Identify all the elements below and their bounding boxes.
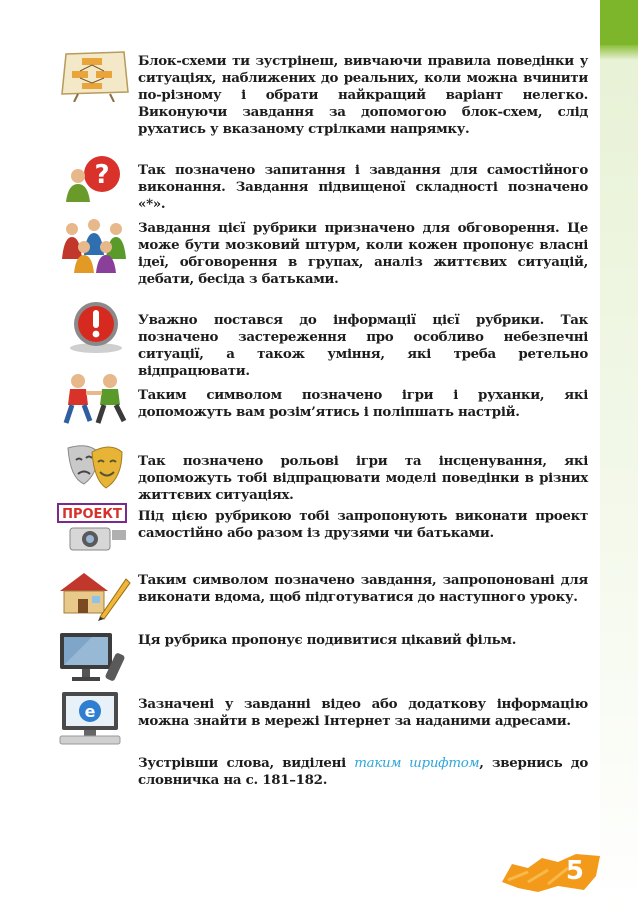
page-edge-bar-top: [600, 0, 638, 45]
page-number-badge: [498, 852, 604, 894]
glossary-before: Зустрівши слова, виділені: [138, 755, 355, 771]
discussion-group-icon: [56, 218, 132, 272]
rubric-item-project: [56, 500, 596, 560]
rubric-item-games: [56, 372, 596, 432]
page-number: 5: [565, 856, 584, 886]
rubric-item-discussion: [56, 216, 596, 286]
rubric-text: Таким символом позначено завдання, запропоновані для виконати вдома, щоб підготуватися до наступного уроку.: [138, 572, 588, 605]
rubric-item-warning: [56, 300, 596, 379]
rubric-text: Таким символом позначено ігри і руханки, які допоможуть вам розім’ятись і поліпшать настрій.: [138, 387, 588, 420]
rubric-item-flowchart: [56, 40, 596, 140]
brush-stroke-icon: [498, 852, 604, 894]
rubric-text: Так позначено рольові ігри та інсценування, які допоможуть тобі відпрацювати моделі поведінки в різних життєвих ситуаціях.: [138, 453, 588, 503]
glossary-highlight: таким шрифтом: [354, 756, 480, 771]
internet-monitor-icon: [56, 692, 132, 746]
rubric-text: Завдання цієї рубрики призначено для обговорення. Це може бути мозковий штурм, коли кожен пропонує власні ідеї, обговорення в групах, аналіз життєвих ситуацій, дебати, бесіда з батьками.: [138, 220, 588, 287]
rubric-text: Уважно постався до інформації цієї рубрики. Так позначено застереження про особливо небезпечні ситуації, а також уміння, які треба ретельно відпрацювати.: [138, 312, 588, 379]
rubric-text: Ця рубрика пропонує подивитися цікавий фільм.: [138, 632, 517, 648]
exclamation-warning-icon: [56, 300, 132, 354]
question-mark-person-icon: [56, 152, 132, 206]
theatre-masks-icon: [56, 440, 132, 494]
flowchart-board-icon: [56, 48, 132, 102]
rubric-text: Блок-схеми ти зустрінеш, вивчаючи правила поведінки у ситуаціях, наближених до реальних, коли можна вчинити по-різному і обрати найкращий варіант нелегко. Виконуючи завдання за допомогою блок-схем, слід рухатись у вказаному стрілками напрямку.: [138, 53, 588, 137]
house-pencil-icon: [56, 566, 132, 620]
playing-children-icon: [56, 372, 132, 426]
tv-remote-icon: [56, 630, 132, 684]
rubric-text: Під цією рубрикою тобі запропонують виконати проект самостійно або разом із друзями чи батьками.: [138, 508, 588, 541]
svg-text:e: e: [84, 702, 96, 721]
rubric-item-homework: [56, 566, 596, 626]
glossary-text: [138, 755, 588, 789]
rubric-item-internet: [56, 692, 596, 752]
rubric-item-question: [56, 150, 596, 210]
rubric-item-roleplay: [56, 440, 596, 503]
rubric-text: Так позначено запитання і завдання для самостійного виконання. Завдання підвищеної складності позначено «*».: [138, 162, 588, 212]
page-edge-bar: [600, 0, 638, 913]
glossary-note: [56, 755, 596, 795]
rubric-text: Зазначені у завданні відео або додаткову інформацію можна знайти в мережі Інтернет за наданими адресами.: [138, 696, 588, 729]
glossary-after: , звернись до словничка на с. 181–182.: [138, 755, 588, 788]
project-camera-icon: [56, 502, 132, 556]
rubric-item-film: [56, 628, 596, 688]
svg-text:?: ?: [94, 160, 110, 190]
project-label: ПРОЕКТ: [62, 507, 122, 522]
